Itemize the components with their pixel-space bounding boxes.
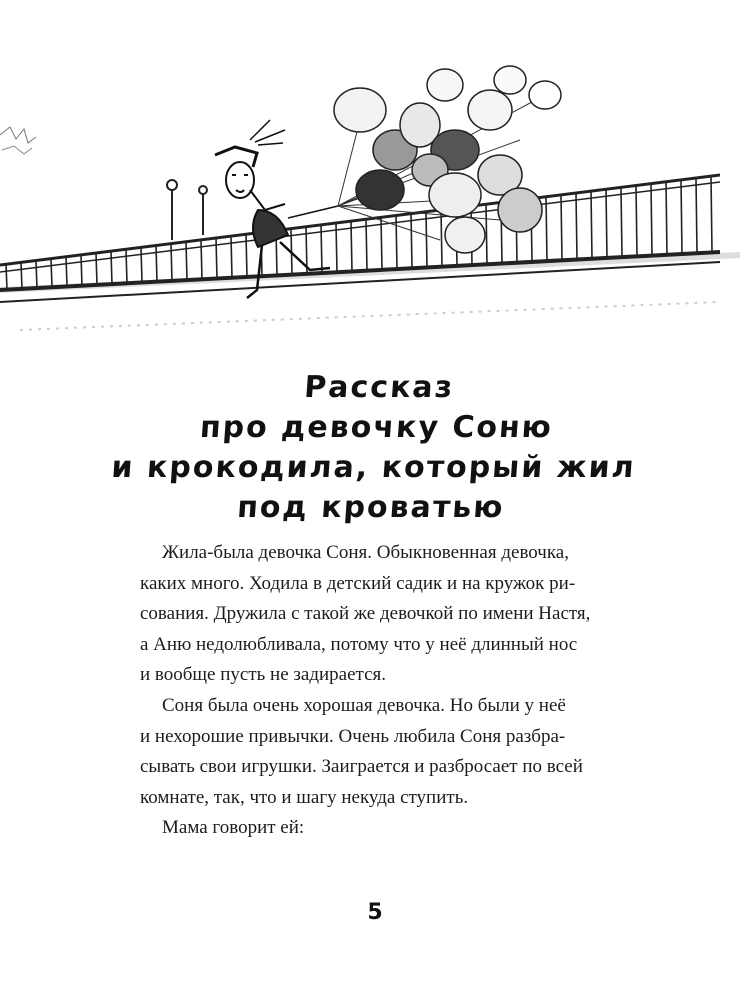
story-paragraph-1 [140,538,600,691]
railing-baluster [141,247,142,282]
story-line: и вообще пусть не задирается. [140,664,387,686]
railing-baluster [366,219,367,270]
railing-baluster [381,217,382,270]
railing-baluster [201,240,202,280]
railing-baluster [171,244,172,281]
railing-baluster [426,212,427,268]
chapter-title [0,368,750,528]
chapter-title-line: про девочку Соню [198,410,555,445]
railing-baluster [396,216,397,270]
railing-baluster [696,178,697,253]
railing-baluster [336,223,337,272]
railing-baluster [711,176,712,252]
story-line: сования. Дружила с такой же девочкой по имени Настя, [140,603,591,625]
railing-baluster [636,186,637,257]
railing-baluster [621,187,622,257]
story-line: и нехорошие привычки. Очень любила Соня разбра- [140,725,566,747]
railing-baluster [666,182,667,255]
chapter-title-line: и крокодила, который жил [110,450,637,485]
railing-baluster [216,238,217,279]
chapter-title-line: Рассказ [303,370,456,405]
railing-baluster [126,249,127,283]
railing-baluster [591,191,592,259]
chapter-title-line: под кроватью [236,490,506,525]
railing-baluster [486,204,487,264]
story-line: а Аню недолюбливала, потому что у неё длинный нос [140,633,578,655]
railing-baluster [321,225,322,273]
railing-baluster [66,257,67,287]
story-line: Мама говорит ей: [162,817,305,839]
railing-baluster [51,259,52,288]
story-line: Жила-была девочка Соня. Обыкновенная девочка, [162,542,569,563]
page-number: 5 [367,900,383,925]
railing-baluster [156,246,157,282]
railing-baluster [441,210,442,267]
railing-baluster [411,214,412,269]
story-paragraph-2 [140,691,600,813]
railing-baluster [351,221,352,271]
railing-baluster [561,195,562,261]
railing-baluster [6,264,7,289]
railing-baluster [81,255,82,286]
railing-baluster [651,184,652,256]
girl-with-balloons-illustration [0,40,750,360]
railing-baluster [681,180,682,254]
railing-baluster [576,193,577,260]
railing-baluster [606,189,607,258]
railing-baluster [21,262,22,289]
story-line: сывать свои игрушки. Заиграется и разбросает по всей [140,756,583,778]
railing-baluster [231,236,232,278]
railing-baluster [111,251,112,284]
story-text [140,538,600,844]
railing-baluster [96,253,97,285]
story-paragraph-3 [140,813,600,844]
railing-baluster [186,242,187,280]
railing-baluster [36,261,37,289]
story-line: каких много. Ходила в детский садик и на кружок ри- [140,572,576,594]
story-line: Соня была очень хорошая девочка. Но были у неё [162,694,566,716]
railing-baluster [546,197,547,261]
railing-baluster [246,234,247,277]
story-line: комнате, так, что и шагу некуда ступить. [140,786,469,808]
